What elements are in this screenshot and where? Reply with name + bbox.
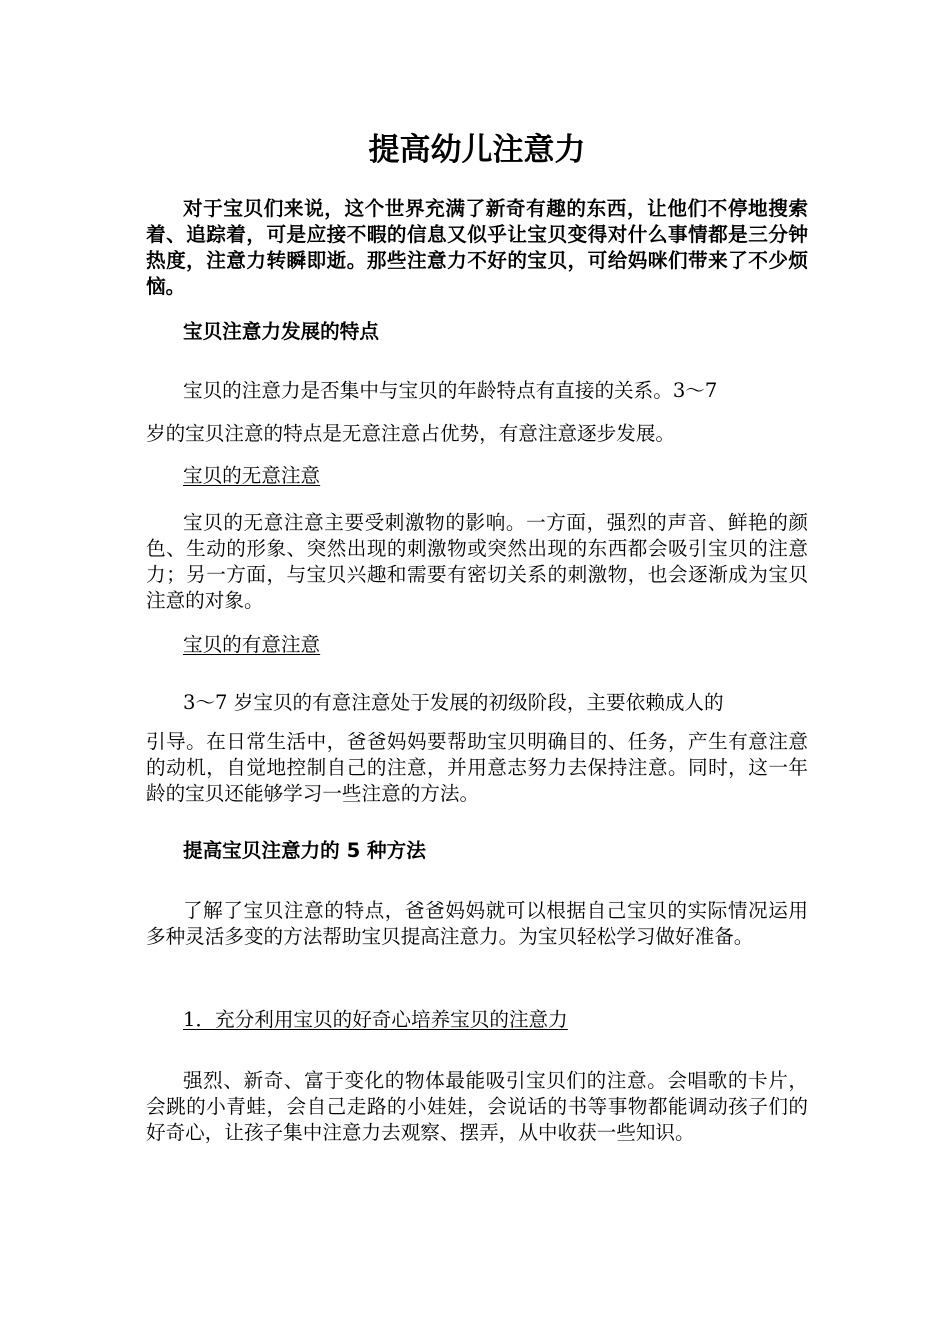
- section-heading-methods: 提高宝贝注意力的 5 种方法: [183, 839, 426, 862]
- document-title: 提高幼儿注意力: [368, 132, 586, 168]
- subheading-involuntary-attention: 宝贝的无意注意: [183, 464, 321, 487]
- characteristics-paragraph: [146, 369, 808, 455]
- intro-paragraph: 对于宝贝们来说，这个世界充满了新奇有趣的东西，让他们不停地搜索着、追踪着，可是应接不暇的信息又似乎让宝贝变得对什么事情都是三分钟热度，注意力转瞬即逝。那些注意力不好的宝贝，可给妈咪们带来了不少烦恼。: [146, 197, 808, 298]
- method-1-heading: 1．充分利用宝贝的好奇心培养宝贝的注意力: [183, 1008, 568, 1031]
- characteristics-line-2: 岁的宝贝注意的特点是无意注意占优势，有意注意逐步发展。: [146, 422, 676, 445]
- voluntary-attention-continuation: 引导。在日常生活中，爸爸妈妈要帮助宝贝明确目的、任务，产生有意注意的动机，自觉地控制自己的注意，并用意志努力去保持注意。同时，这一年龄的宝贝还能够学习一些注意的方法。: [146, 730, 808, 805]
- voluntary-attention-paragraph: [146, 690, 808, 716]
- method-1-paragraph: 强烈、新奇、富于变化的物体最能吸引宝贝们的注意。会唱歌的卡片，会跳的小青蛙，会自己走路的小娃娃，会说话的书等事物都能调动孩子们的好奇心，让孩子集中注意力去观察、摆弄，从中收获一些知识。: [146, 1069, 808, 1144]
- section-heading-characteristics: 宝贝注意力发展的特点: [183, 320, 379, 343]
- voluntary-attention-line-1: 3～7 岁宝贝的有意注意处于发展的初级阶段，主要依赖成人的: [183, 691, 724, 714]
- characteristics-line-1: 宝贝的注意力是否集中与宝贝的年龄特点有直接的关系。3～7: [183, 379, 718, 402]
- subheading-voluntary-attention: 宝贝的有意注意: [183, 633, 321, 656]
- methods-intro-paragraph: 了解了宝贝注意的特点，爸爸妈妈就可以根据自己宝贝的实际情况运用多种灵活多变的方法帮助宝贝提高注意力。为宝贝轻松学习做好准备。: [146, 899, 808, 948]
- involuntary-attention-paragraph: 宝贝的无意注意主要受刺激物的影响。一方面，强烈的声音、鲜艳的颜色、生动的形象、突然出现的刺激物或突然出现的东西都会吸引宝贝的注意力；另一方面，与宝贝兴趣和需要有密切关系的刺激物，也会逐渐成为宝贝注意的对象。: [146, 511, 808, 612]
